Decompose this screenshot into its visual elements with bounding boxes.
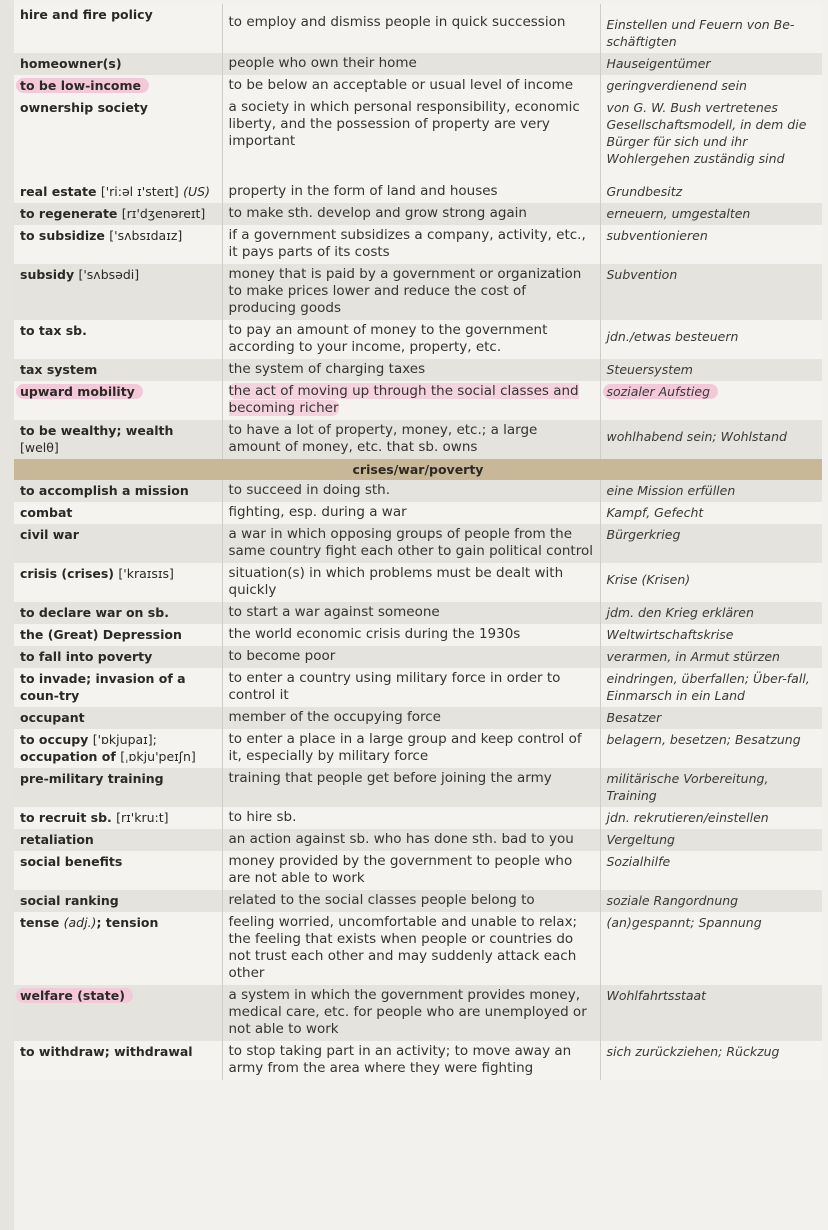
term-cell: retaliation	[14, 829, 222, 851]
highlight-marker: the act of moving up through the social classes and becoming richer	[228, 383, 579, 416]
table-row	[14, 829, 822, 851]
table-row	[14, 646, 822, 668]
term-cell: to tax sb.	[14, 320, 222, 359]
german-cell: Besatzer	[600, 707, 822, 729]
german-cell: Einstellen und Feuern von Be-schäftigten	[600, 4, 822, 53]
definition-cell: to enter a country using military force in order to control it	[222, 668, 600, 707]
term-cell: crisis (crises) ['kraɪsɪs]	[14, 563, 222, 602]
term-cell: civil war	[14, 524, 222, 563]
highlight-marker: welfare (state)	[16, 988, 133, 1003]
term-cell: ownership society	[14, 97, 222, 181]
definition-cell: situation(s) in which problems must be dealt with quickly	[222, 563, 600, 602]
german-cell: Subvention	[600, 264, 822, 320]
section-title: crises/war/poverty	[14, 459, 822, 480]
term-cell: the (Great) Depression	[14, 624, 222, 646]
term-cell: subsidy ['sʌbsədi]	[14, 264, 222, 320]
table-row	[14, 480, 822, 502]
table-row	[14, 97, 822, 181]
german-cell: eine Mission erfüllen	[600, 480, 822, 502]
definition-cell: to stop taking part in an activity; to move away an army from the area where they were fighting	[222, 1041, 600, 1080]
definition-cell: fighting, esp. during a war	[222, 502, 600, 524]
table-row	[14, 264, 822, 320]
definition-cell: people who own their home	[222, 53, 600, 75]
table-row	[14, 890, 822, 912]
german-cell: sich zurückziehen; Rückzug	[600, 1041, 822, 1080]
table-row	[14, 807, 822, 829]
german-cell: Hauseigentümer	[600, 53, 822, 75]
section-header-row	[14, 459, 822, 480]
term-cell: social ranking	[14, 890, 222, 912]
table-row	[14, 729, 822, 768]
table-row	[14, 203, 822, 225]
german-cell: (an)gespannt; Spannung	[600, 912, 822, 985]
term-cell: to regenerate [rɪ'dʒenəreɪt]	[14, 203, 222, 225]
table-row	[14, 602, 822, 624]
term-cell	[14, 381, 222, 420]
table-row	[14, 359, 822, 381]
german-cell: Weltwirtschaftskrise	[600, 624, 822, 646]
definition-cell: a society in which personal responsibility, economic liberty, and the possession of property are very important	[222, 97, 600, 181]
definition-cell: to pay an amount of money to the government according to your income, property, etc.	[222, 320, 600, 359]
german-cell: soziale Rangordnung	[600, 890, 822, 912]
german-cell: Steuersystem	[600, 359, 822, 381]
german-cell: jdm. den Krieg erklären	[600, 602, 822, 624]
definition-cell: to be below an acceptable or usual level of income	[222, 75, 600, 97]
definition-cell: an action against sb. who has done sth. bad to you	[222, 829, 600, 851]
term-cell: occupant	[14, 707, 222, 729]
term-cell: to subsidize ['sʌbsɪdaɪz]	[14, 225, 222, 264]
table-row	[14, 420, 822, 459]
german-cell: militärische Vorbereitung, Training	[600, 768, 822, 807]
term-cell	[14, 75, 222, 97]
definition-cell: a war in which opposing groups of people from the same country fight each other to gain political control	[222, 524, 600, 563]
german-cell: jdn./etwas besteuern	[600, 320, 822, 359]
definition-cell: to employ and dismiss people in quick succession	[222, 4, 600, 53]
table-row	[14, 624, 822, 646]
german-cell: subventionieren	[600, 225, 822, 264]
table-row	[14, 668, 822, 707]
german-cell: Kampf, Gefecht	[600, 502, 822, 524]
definition-cell: related to the social classes people belong to	[222, 890, 600, 912]
german-cell: geringverdienend sein	[600, 75, 822, 97]
definition-cell: money that is paid by a government or organization to make prices lower and reduce the cost of producing goods	[222, 264, 600, 320]
table-row	[14, 181, 822, 203]
table-row	[14, 75, 822, 97]
german-cell	[600, 381, 822, 420]
term-cell: to invade; invasion of a coun-try	[14, 668, 222, 707]
term-cell: hire and fire policy	[14, 4, 222, 53]
definition-cell	[222, 381, 600, 420]
table-row	[14, 225, 822, 264]
table-row	[14, 502, 822, 524]
term-cell: to fall into poverty	[14, 646, 222, 668]
table-row	[14, 381, 822, 420]
definition-cell: a system in which the government provides money, medical care, etc. for people who are unemployed or not able to work	[222, 985, 600, 1041]
definition-cell: to make sth. develop and grow strong again	[222, 203, 600, 225]
definition-cell: feeling worried, uncomfortable and unable to relax; the feeling that exists when people or countries do not trust each other and may suddenly attack each other	[222, 912, 600, 985]
table-row	[14, 985, 822, 1041]
table-row	[14, 4, 822, 53]
term-cell	[14, 985, 222, 1041]
german-cell: jdn. rekrutieren/einstellen	[600, 807, 822, 829]
highlight-marker: to be low-income	[16, 78, 149, 93]
german-cell: Krise (Krisen)	[600, 563, 822, 602]
table-row	[14, 768, 822, 807]
table-row	[14, 1041, 822, 1080]
definition-cell: to start a war against someone	[222, 602, 600, 624]
definition-cell: training that people get before joining the army	[222, 768, 600, 807]
definition-cell: to have a lot of property, money, etc.; a large amount of money, etc. that sb. owns	[222, 420, 600, 459]
definition-cell: to become poor	[222, 646, 600, 668]
term-cell: combat	[14, 502, 222, 524]
vocabulary-page	[14, 0, 828, 1230]
german-cell: von G. W. Bush vertretenes Gesellschaftsmodell, in dem die Bürger für sich und ihr Wohlergehen zuständig sind	[600, 97, 822, 181]
german-cell: Wohlfahrtsstaat	[600, 985, 822, 1041]
definition-cell: to hire sb.	[222, 807, 600, 829]
table-row	[14, 320, 822, 359]
term-cell: tax system	[14, 359, 222, 381]
table-row	[14, 707, 822, 729]
term-cell: pre-military training	[14, 768, 222, 807]
table-row	[14, 53, 822, 75]
table-row	[14, 851, 822, 890]
german-cell: eindringen, überfallen; Über-fall, Einmarsch in ein Land	[600, 668, 822, 707]
highlight-marker: upward mobility	[16, 384, 143, 399]
table-row	[14, 524, 822, 563]
definition-cell: if a government subsidizes a company, activity, etc., it pays parts of its costs	[222, 225, 600, 264]
vocabulary-table	[14, 4, 822, 1080]
german-cell: erneuern, umgestalten	[600, 203, 822, 225]
term-cell: to recruit sb. [rɪ'kru:t]	[14, 807, 222, 829]
definition-cell: to succeed in doing sth.	[222, 480, 600, 502]
term-cell: to declare war on sb.	[14, 602, 222, 624]
term-cell: to occupy ['ɒkjupaɪ]; occupation of [ˌɒkju'peɪʃn]	[14, 729, 222, 768]
german-cell: Grundbesitz	[600, 181, 822, 203]
definition-cell: money provided by the government to people who are not able to work	[222, 851, 600, 890]
german-cell: Sozialhilfe	[600, 851, 822, 890]
german-cell: belagern, besetzen; Besatzung	[600, 729, 822, 768]
table-row	[14, 563, 822, 602]
term-cell: homeowner(s)	[14, 53, 222, 75]
table-row	[14, 912, 822, 985]
german-cell: Bürgerkrieg	[600, 524, 822, 563]
german-cell: verarmen, in Armut stürzen	[600, 646, 822, 668]
highlight-marker: sozialer Aufstieg	[603, 384, 719, 399]
term-cell: to accomplish a mission	[14, 480, 222, 502]
term-cell: to withdraw; withdrawal	[14, 1041, 222, 1080]
definition-cell: the system of charging taxes	[222, 359, 600, 381]
term-cell: to be wealthy; wealth [welθ]	[14, 420, 222, 459]
german-cell: wohlhabend sein; Wohlstand	[600, 420, 822, 459]
german-cell: Vergeltung	[600, 829, 822, 851]
definition-cell: member of the occupying force	[222, 707, 600, 729]
term-cell: real estate ['ri:əl ɪ'steɪt] (US)	[14, 181, 222, 203]
term-cell: social benefits	[14, 851, 222, 890]
term-cell: tense (adj.); tension	[14, 912, 222, 985]
definition-cell: property in the form of land and houses	[222, 181, 600, 203]
definition-cell: the world economic crisis during the 1930s	[222, 624, 600, 646]
definition-cell: to enter a place in a large group and keep control of it, especially by military force	[222, 729, 600, 768]
